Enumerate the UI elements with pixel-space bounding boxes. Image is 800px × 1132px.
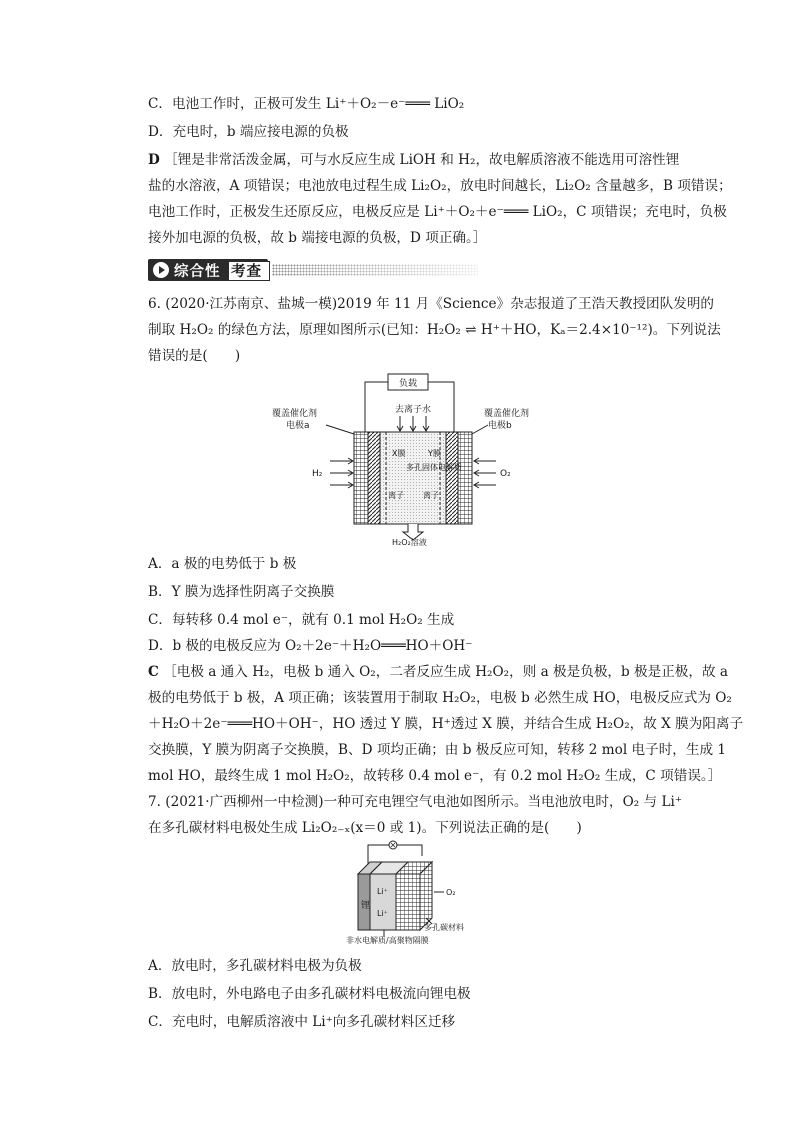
q6-option-c: C．每转移 0.4 mol e⁻，就有 0.1 mol H₂O₂ 生成 [148,612,455,628]
o2-arrows [474,461,496,485]
left-electrode-label-2: 电极a [286,421,310,431]
h2o2-cell-diagram [268,370,538,546]
q6-explain-line-3: ＋H₂O＋2e⁻═══HO＋OH⁻，HO 透过 Y 膜，H⁺透过 X 膜，并结合生成 H₂O₂，故 X 膜为阳离子 [148,716,744,732]
banner-title-part1: 综合性 [174,264,221,280]
q5-answer-letter: D [148,152,160,168]
catalyst-b [446,432,458,524]
electrolyte-separator [370,874,396,930]
porous-carbon-label: 多孔碳材料 [424,923,464,932]
q7-stem-line-1: 7. (2021·广西柳州一中检测)一种可充电锂空气电池如图所示。当电池放电时，O₂ 与 Li⁺ [148,794,683,810]
h2-label: H₂ [312,469,323,479]
h2-arrows [330,461,352,485]
load-label: 负载 [398,379,418,389]
li-metal-label: 锂 [361,901,371,911]
q5-explain-line-3: 电池工作时，正极发生还原反应，电极反应是 Li⁺＋O₂＋e⁻═══ LiO₂，C 项错误；充电时，负极 [148,204,727,220]
q5-explain-text: ［锂是非常活泼金属，可与水反应生成 LiOH 和 H₂，故电解质溶液不能选用可溶性锂 [164,152,680,168]
q6-explain-line-1 [148,662,729,682]
left-label-leader [326,425,354,434]
q5-option-d: D．充电时，b 端应接电源的负极 [148,124,349,140]
o2-label: O₂ [446,888,456,897]
catalyst-a [368,432,380,524]
q6-stem-line-3: 错误的是( ) [148,348,241,364]
q6-stem-line-2: 制取 H₂O₂ 的绿色方法，原理如图所示(已知：H₂O₂ ⇌ H⁺＋HO，Kₐ＝2.4×10⁻¹²)。下列说法 [148,322,721,338]
electrode-a [354,432,368,524]
li-ion-label-1: Li⁺ [377,887,388,896]
h2o2-outlet-label: H₂O₂溶液 [392,538,427,546]
banner-dot-strip [272,264,478,276]
right-electrode-label-2: 电极b [488,421,512,431]
q6-answer-letter: C [148,664,159,680]
left-ion-label: 离子 [388,491,404,500]
banner-title-part2: 考查 [231,264,262,280]
li-air-battery-diagram [336,838,476,946]
q6-option-a: A．a 极的电势低于 b 极 [148,556,297,572]
y-membrane-label: Y膜 [428,449,441,458]
q6-option-b: B．Y 膜为选择性阴离子交换膜 [148,584,335,600]
right-label-leader [472,425,488,434]
q6-explain-line-2: 极的电势低于 b 极，A 项正确；该装置用于制取 H₂O₂，电极 b 必然生成 HO，电极反应式为 O₂ [148,690,732,706]
q5-explain-line-1 [148,150,680,170]
li-ion-label-2: Li⁺ [377,909,388,918]
q6-explain-text: ［电极 a 通入 H₂，电极 b 通入 O₂，二者反应生成 H₂O₂，则 a 极是负极，b 极是正极，故 a [163,664,729,680]
carbon-side [420,862,432,930]
deionized-water-label: 去离子水 [394,405,432,415]
q6-explain-line-5: mol HO，最终生成 1 mol H₂O₂，故转移 0.4 mol e⁻，有 0.2 mol H₂O₂ 生成，C 项错误。］ [148,768,722,784]
porous-electrolyte-label: 多孔固体电解质 [406,463,462,472]
x-membrane-label: X膜 [392,449,406,458]
right-electrode-label-1: 覆盖催化剂 [484,409,530,419]
q7-option-b: B．放电时，外电路电子由多孔碳材料电极流向锂电极 [148,986,471,1002]
q6-option-d: D．b 极的电极反应为 O₂＋2e⁻＋H₂O═══HO＋OH⁻ [148,638,473,654]
porous-carbon-electrode [396,874,420,930]
q7-option-c: C．充电时，电解质溶液中 Li⁺向多孔碳材料区迁移 [148,1014,456,1030]
separator-label: 非水电解质/高聚物隔膜 [346,936,429,945]
q5-explain-line-4: 接外加电源的负极，故 b 端接电源的负极，D 项正确。］ [148,230,487,246]
q6-stem-line-1: 6. (2020·江苏南京、盐城一模)2019 年 11 月《Science》杂志报道了王浩天教授团队发明的 [148,296,715,312]
q5-option-c: C．电池工作时，正极可发生 Li⁺＋O₂－e⁻═══ LiO₂ [148,96,465,112]
q5-explain-line-2: 盐的水溶液，A 项错误；电池放电过程生成 Li₂O₂，放电时间越长，Li₂O₂ 含量越多，B 项错误； [148,178,732,194]
electrode-b [458,432,472,524]
right-ion-label: 离子 [423,491,439,500]
left-electrode-label-1: 覆盖催化剂 [272,409,318,419]
section-banner [148,259,478,281]
q6-explain-line-4: 交换膜，Y 膜为阴离子交换膜，B、D 项均正确；由 b 极反应可知，转移 2 mol 电子时，生成 1 [148,742,727,758]
play-icon [153,262,169,278]
water-in-arrows [400,416,426,430]
o2-label: O₂ [500,469,511,479]
q7-stem-line-2: 在多孔碳材料电极处生成 Li₂O₂₋ₓ(x＝0 或 1)。下列说法正确的是( ) [148,820,582,836]
q7-option-a: A．放电时，多孔碳材料电极为负极 [148,958,362,974]
